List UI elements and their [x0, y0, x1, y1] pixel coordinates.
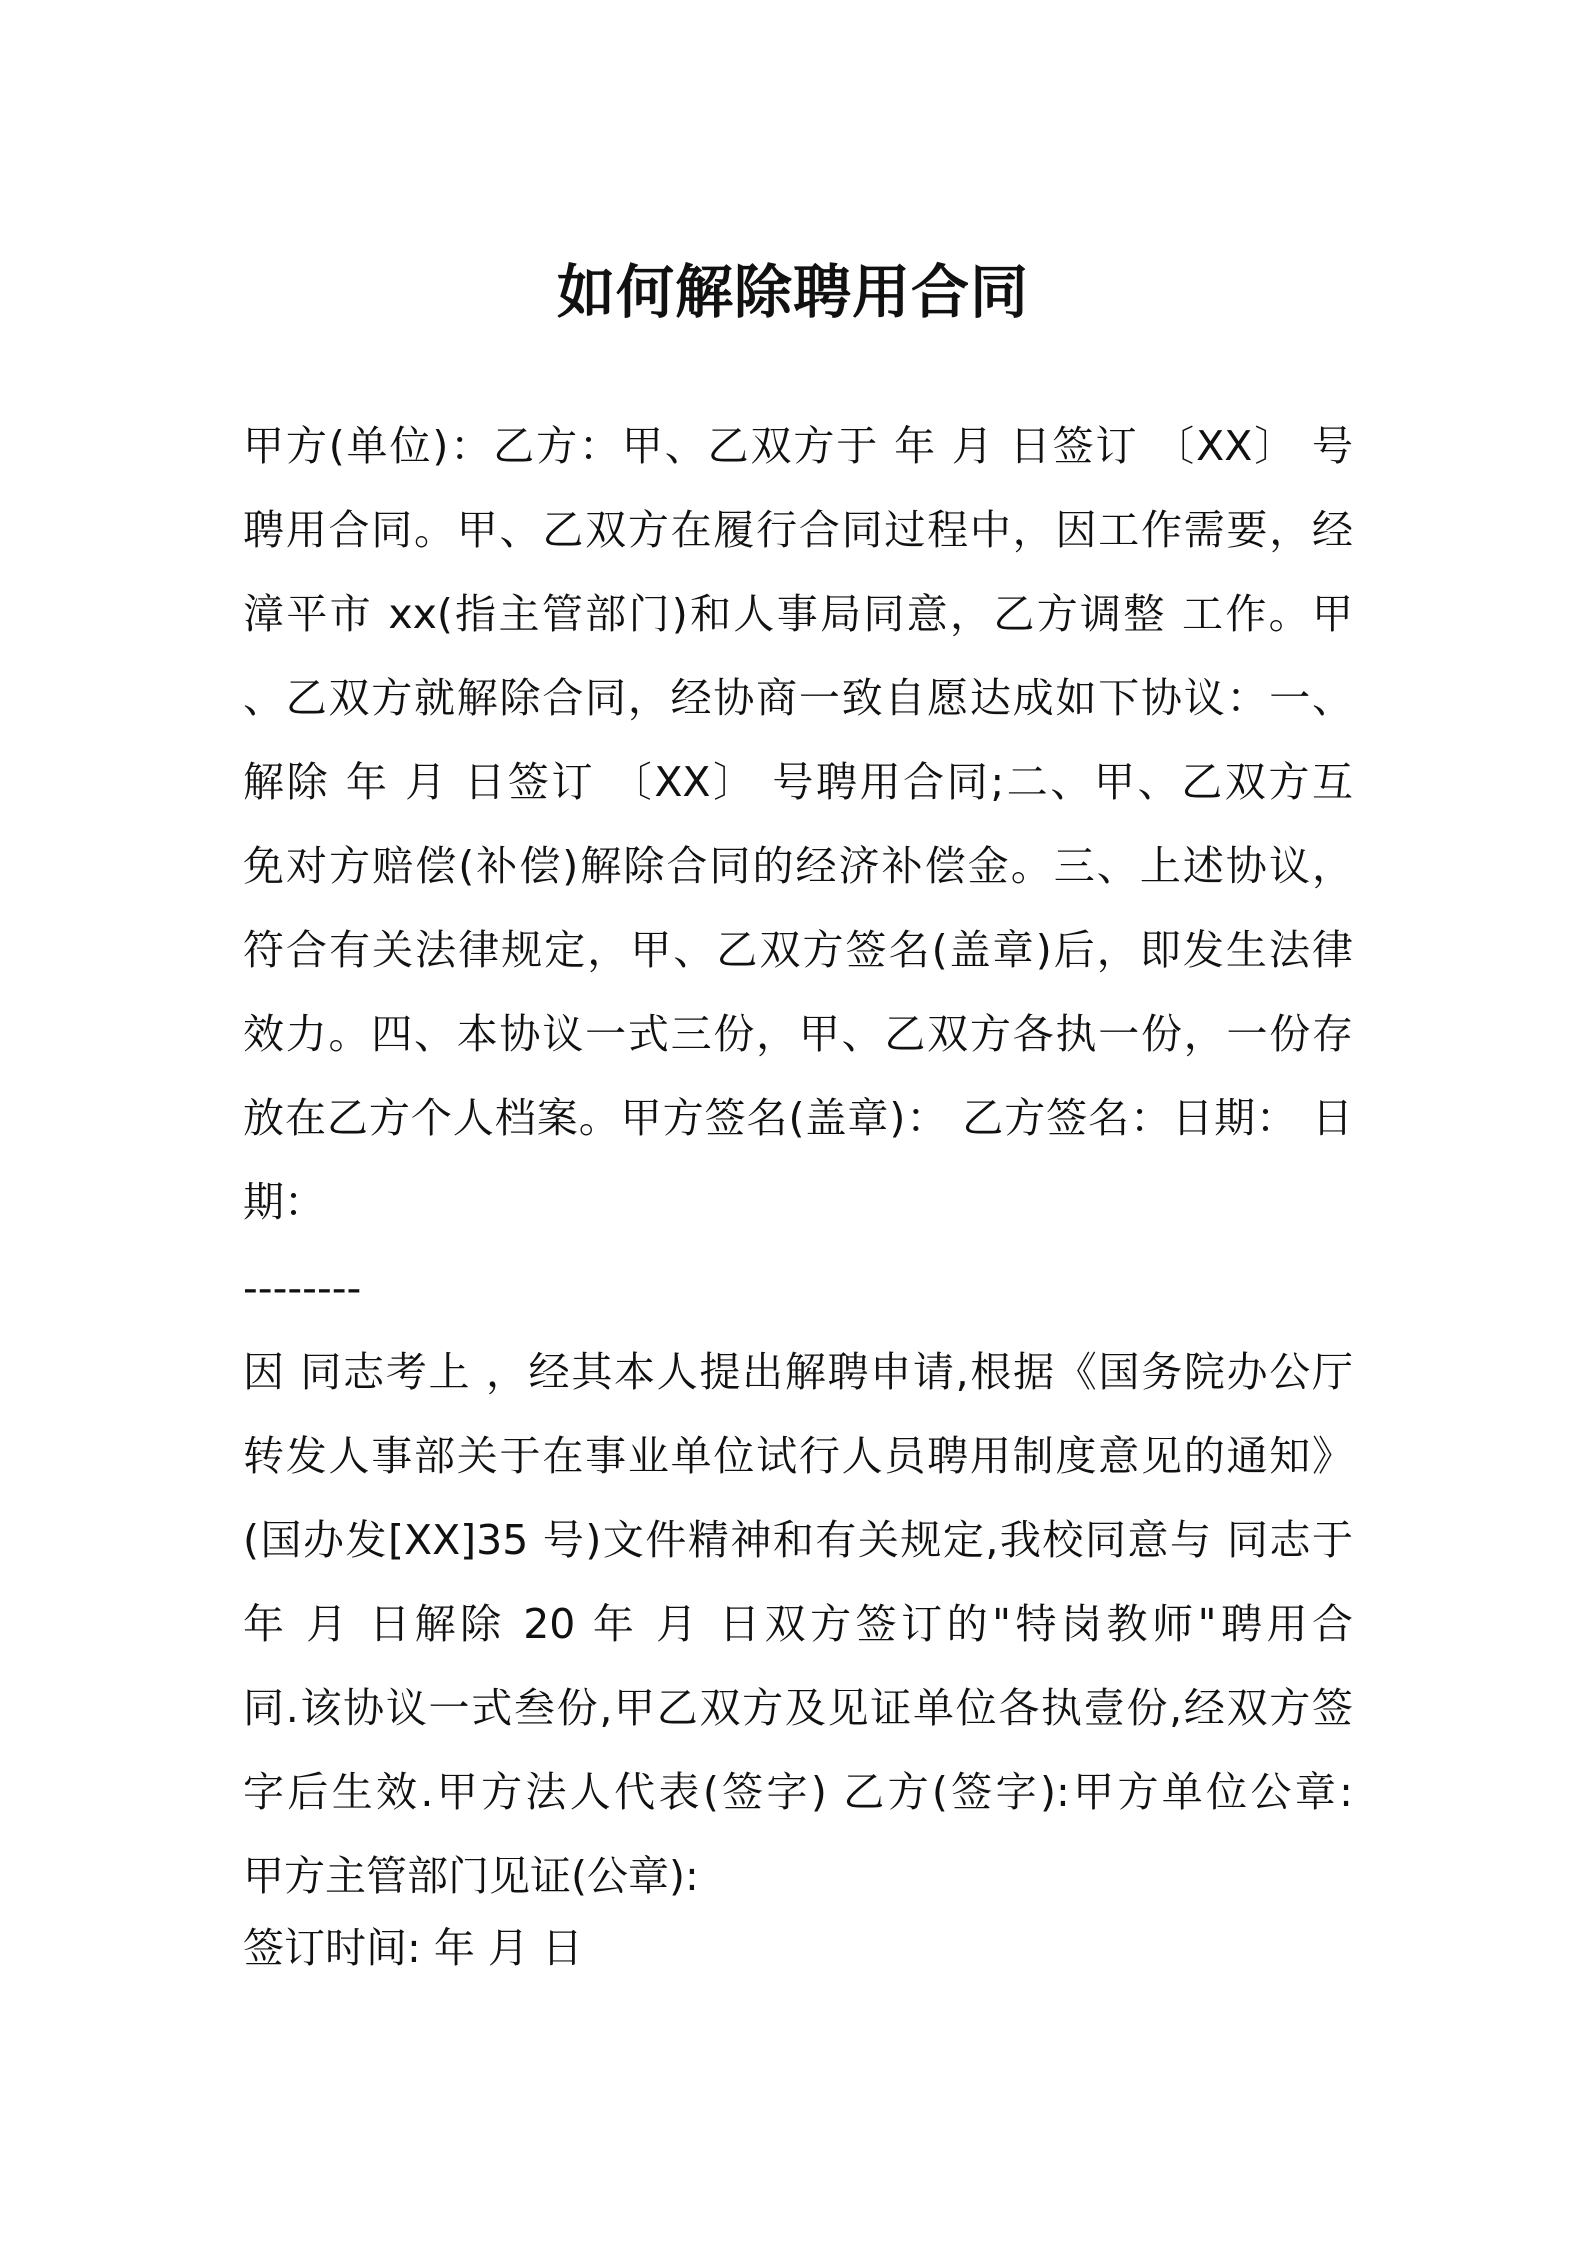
text-line: 因 同志考上 ，经其本人提出解聘申请,根据《国务院办公厅 [243, 1348, 1353, 1396]
text-line: 甲方(单位)：乙方：甲、乙双方于 年 月 日签订 〔XX〕 号 [243, 422, 1353, 470]
text-line: 年 月 日解除 20 年 月 日双方签订的"特岗教师"聘用合 [243, 1600, 1353, 1648]
text-line: 转发人事部关于在事业单位试行人员聘用制度意见的通知》 [243, 1432, 1353, 1480]
paragraph-agreement [243, 404, 1353, 1244]
text-line: 效力。四、本协议一式三份，甲、乙双方各执一份，一份存 [243, 1010, 1353, 1058]
text-line: 字后生效.甲方法人代表(签字) 乙方(签字):甲方单位公章: [243, 1768, 1353, 1816]
paragraph-resignation [243, 1330, 1353, 1918]
text-line: 同.该协议一式叁份,甲乙双方及见证单位各执壹份,经双方签 [243, 1684, 1353, 1732]
text-line: 免对方赔偿(补偿)解除合同的经济补偿金。三、上述协议， [243, 842, 1353, 890]
document-title: 如何解除聘用合同 [556, 258, 1029, 326]
text-line: (国办发[XX]35 号)文件精神和有关规定,我校同意与 同志于 [243, 1516, 1353, 1564]
text-line: 聘用合同。甲、乙双方在履行合同过程中，因工作需要，经 [243, 506, 1353, 554]
text-line: 、乙双方就解除合同，经协商一致自愿达成如下协议：一、 [243, 674, 1353, 722]
text-line: 放在乙方个人档案。甲方签名(盖章)： 乙方签名：日期： 日 [243, 1094, 1353, 1142]
section-separator: -------- [243, 1264, 362, 1312]
text-line: 甲方主管部门见证(公章): [243, 1852, 699, 1900]
text-line: 漳平市 xx(指主管部门)和人事局同意，乙方调整 工作。甲 [243, 590, 1353, 638]
text-line: 期： [243, 1178, 325, 1226]
text-line: 符合有关法律规定，甲、乙双方签名(盖章)后，即发生法律 [243, 926, 1353, 974]
signing-date-line: 签订时间: 年 月 日 [243, 1924, 583, 1972]
text-line: 解除 年 月 日签订 〔XX〕 号聘用合同;二、甲、乙双方互 [243, 758, 1353, 806]
